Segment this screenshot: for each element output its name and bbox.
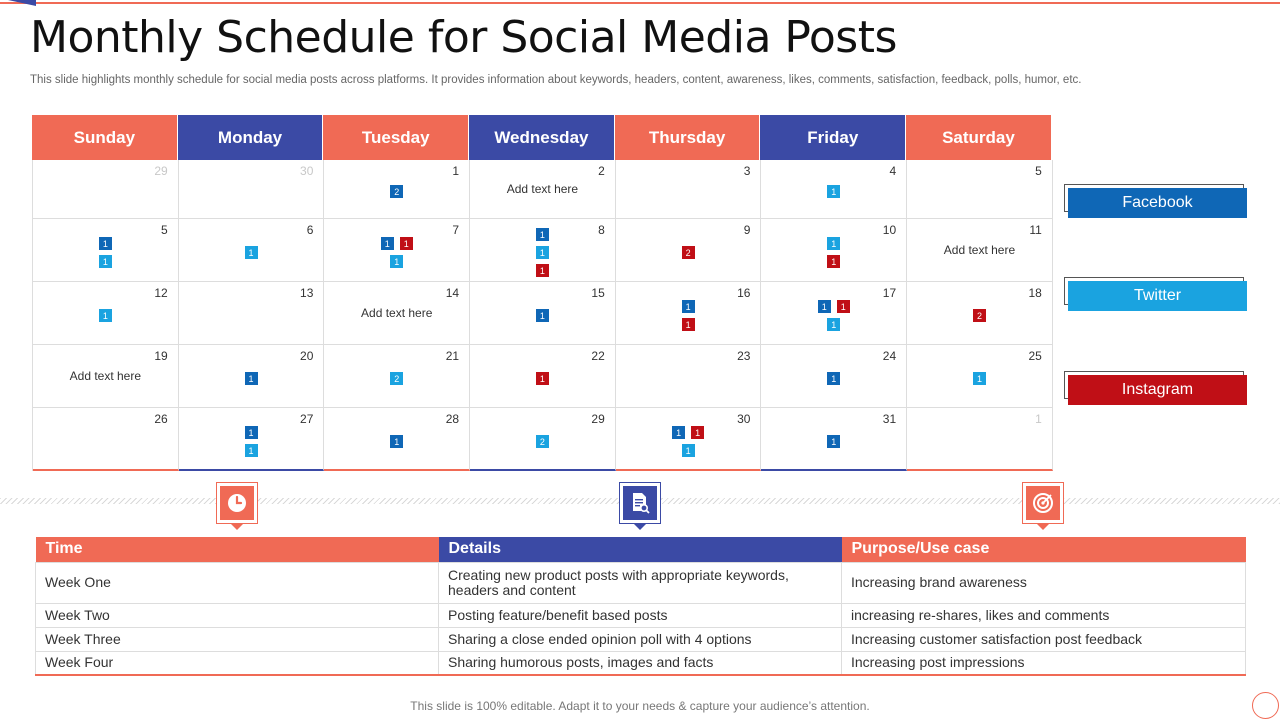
facebook-post-tag: 1 bbox=[99, 237, 112, 250]
post-tags bbox=[470, 435, 615, 448]
calendar-cell bbox=[907, 345, 1053, 408]
post-tags bbox=[324, 372, 469, 385]
day-number: 31 bbox=[882, 412, 897, 426]
twitter-post-tag: 1 bbox=[245, 444, 258, 457]
post-tags bbox=[470, 228, 615, 277]
day-number: 9 bbox=[743, 223, 751, 237]
table-row bbox=[36, 562, 1246, 603]
table-cell: Sharing humorous posts, images and facts bbox=[439, 651, 842, 675]
post-tags bbox=[616, 246, 761, 259]
calendar-cell bbox=[324, 160, 470, 219]
table-cell: Week Two bbox=[36, 603, 439, 627]
day-number: 10 bbox=[882, 223, 897, 237]
twitter-post-tag: 1 bbox=[390, 255, 403, 268]
day-number: 5 bbox=[1035, 164, 1042, 178]
cell-note: Add text here bbox=[506, 181, 579, 196]
twitter-post-tag: 1 bbox=[827, 318, 840, 331]
day-number: 20 bbox=[300, 349, 314, 363]
calendar-cell bbox=[179, 282, 325, 345]
footer-note: This slide is 100% editable. Adapt it to your needs & capture your audience’s attention. bbox=[410, 699, 870, 713]
day-number: 30 bbox=[737, 412, 751, 426]
facebook-post-tag: 1 bbox=[536, 309, 549, 322]
column-header-details: Details bbox=[439, 537, 842, 562]
post-tags bbox=[179, 246, 324, 259]
day-number: 30 bbox=[300, 164, 314, 178]
calendar-cell bbox=[907, 408, 1053, 471]
table-cell: Increasing brand awareness bbox=[842, 562, 1246, 603]
calendar-cell bbox=[324, 282, 470, 345]
post-tags bbox=[324, 185, 469, 198]
instagram-post-tag: 1 bbox=[400, 237, 413, 250]
calendar-cell bbox=[907, 282, 1053, 345]
calendar-cell bbox=[616, 160, 762, 219]
document-search-icon-box bbox=[619, 482, 661, 524]
day-number: 22 bbox=[591, 349, 605, 363]
calendar-cell bbox=[324, 408, 470, 471]
facebook-post-tag: 2 bbox=[390, 185, 403, 198]
calendar-cell bbox=[33, 282, 179, 345]
instagram-post-tag: 1 bbox=[827, 255, 840, 268]
calendar-cell bbox=[470, 219, 616, 282]
legend-instagram bbox=[1064, 371, 1247, 401]
twitter-post-tag: 1 bbox=[536, 246, 549, 259]
post-tags bbox=[33, 309, 178, 322]
post-tags bbox=[470, 372, 615, 385]
day-number: 2 bbox=[598, 164, 605, 178]
post-tags bbox=[761, 237, 906, 268]
twitter-post-tag: 1 bbox=[99, 309, 112, 322]
instagram-post-tag: 1 bbox=[682, 318, 695, 331]
day-number: 8 bbox=[598, 223, 605, 237]
post-tags bbox=[761, 300, 906, 331]
day-number: 25 bbox=[1028, 349, 1042, 363]
day-header-wednesday: Wednesday bbox=[469, 115, 615, 160]
twitter-post-tag: 1 bbox=[99, 255, 112, 268]
calendar-cell bbox=[761, 160, 907, 219]
top-accent-line bbox=[0, 2, 1280, 4]
twitter-post-tag: 2 bbox=[390, 372, 403, 385]
day-number: 18 bbox=[1028, 286, 1042, 300]
day-number: 23 bbox=[737, 349, 751, 363]
table-cell: Increasing post impressions bbox=[842, 651, 1246, 675]
calendar-cell bbox=[33, 160, 179, 219]
instagram-post-tag: 1 bbox=[691, 426, 704, 439]
day-header-saturday: Saturday bbox=[906, 115, 1052, 160]
facebook-post-tag: 1 bbox=[245, 372, 258, 385]
day-number: 1 bbox=[1035, 412, 1042, 426]
calendar-cell bbox=[179, 219, 325, 282]
calendar-cell bbox=[616, 408, 762, 471]
day-number: 26 bbox=[154, 412, 168, 426]
facebook-post-tag: 1 bbox=[390, 435, 403, 448]
calendar-header bbox=[32, 115, 1052, 160]
calendar-cell bbox=[761, 282, 907, 345]
instagram-post-tag: 1 bbox=[536, 372, 549, 385]
day-number: 5 bbox=[161, 223, 168, 237]
day-header-thursday: Thursday bbox=[615, 115, 761, 160]
twitter-post-tag: 1 bbox=[973, 372, 986, 385]
weekly-plan-table bbox=[35, 537, 1246, 676]
facebook-post-tag: 1 bbox=[672, 426, 685, 439]
facebook-post-tag: 1 bbox=[827, 435, 840, 448]
day-number: 19 bbox=[154, 349, 168, 363]
day-number: 24 bbox=[882, 349, 897, 363]
day-number: 3 bbox=[743, 164, 751, 178]
day-number: 11 bbox=[1029, 223, 1042, 237]
legend-twitter bbox=[1064, 277, 1247, 307]
instagram-post-tag: 2 bbox=[682, 246, 695, 259]
day-header-monday: Monday bbox=[178, 115, 324, 160]
post-tags bbox=[761, 185, 906, 198]
table-cell: increasing re-shares, likes and comments bbox=[842, 603, 1246, 627]
clock-icon-box bbox=[216, 482, 258, 524]
cell-note: Add text here bbox=[69, 368, 142, 383]
calendar-cell bbox=[179, 160, 325, 219]
calendar-cell bbox=[761, 345, 907, 408]
calendar-cell bbox=[470, 408, 616, 471]
day-number: 16 bbox=[737, 286, 751, 300]
cell-note: Add text here bbox=[361, 305, 433, 320]
page-title: Monthly Schedule for Social Media Posts bbox=[30, 12, 897, 63]
facebook-post-tag: 1 bbox=[536, 228, 549, 241]
post-tags bbox=[324, 237, 469, 268]
calendar-cell bbox=[616, 345, 762, 408]
table-row bbox=[36, 603, 1246, 627]
day-number: 6 bbox=[306, 223, 314, 237]
day-number: 1 bbox=[452, 164, 460, 178]
twitter-post-tag: 1 bbox=[827, 185, 840, 198]
post-tags bbox=[33, 237, 178, 268]
facebook-post-tag: 1 bbox=[245, 426, 258, 439]
twitter-post-tag: 1 bbox=[245, 246, 258, 259]
legend-twitter-label: Twitter bbox=[1068, 281, 1247, 311]
calendar-cell bbox=[33, 219, 179, 282]
calendar-cell bbox=[907, 160, 1053, 219]
calendar bbox=[32, 115, 1052, 471]
calendar-cell bbox=[761, 219, 907, 282]
day-header-tuesday: Tuesday bbox=[323, 115, 469, 160]
document-search-icon bbox=[628, 491, 652, 515]
table-cell: Week Four bbox=[36, 651, 439, 675]
calendar-cell bbox=[33, 345, 179, 408]
legend-instagram-label: Instagram bbox=[1068, 375, 1247, 405]
post-tags bbox=[616, 426, 761, 457]
day-number: 15 bbox=[591, 286, 605, 300]
day-number: 28 bbox=[445, 412, 460, 426]
clock-icon bbox=[226, 492, 248, 514]
day-number: 7 bbox=[452, 223, 460, 237]
calendar-cell bbox=[179, 345, 325, 408]
page-subtitle: This slide highlights monthly schedule for social media posts across platforms. It provides information about keywords, headers, content, awareness, likes, comments, satisfaction, feedback, polls, humor, etc. bbox=[30, 74, 1082, 86]
post-tags bbox=[907, 309, 1052, 322]
post-tags bbox=[179, 426, 324, 457]
calendar-cell bbox=[470, 282, 616, 345]
calendar-cell bbox=[179, 408, 325, 471]
table-cell: Increasing customer satisfaction post feedback bbox=[842, 627, 1246, 651]
post-tags bbox=[179, 372, 324, 385]
post-tags bbox=[470, 309, 615, 322]
twitter-post-tag: 1 bbox=[827, 237, 840, 250]
table-cell: Week One bbox=[36, 562, 439, 603]
instagram-post-tag: 1 bbox=[837, 300, 850, 313]
facebook-post-tag: 1 bbox=[381, 237, 394, 250]
day-number: 14 bbox=[445, 286, 460, 300]
day-number: 4 bbox=[889, 164, 897, 178]
day-number: 17 bbox=[882, 286, 897, 300]
facebook-post-tag: 1 bbox=[682, 300, 695, 313]
target-icon-box bbox=[1022, 482, 1064, 524]
table-cell: Posting feature/benefit based posts bbox=[439, 603, 842, 627]
post-tags bbox=[907, 372, 1052, 385]
table-cell: Week Three bbox=[36, 627, 439, 651]
calendar-cell bbox=[616, 219, 762, 282]
table-cell: Sharing a close ended opinion poll with 4 options bbox=[439, 627, 842, 651]
column-header-time: Time bbox=[36, 537, 439, 562]
post-tags bbox=[324, 435, 469, 448]
legend-facebook bbox=[1064, 184, 1247, 214]
day-number: 29 bbox=[154, 164, 168, 178]
calendar-grid bbox=[32, 160, 1052, 471]
calendar-cell bbox=[33, 408, 179, 471]
table-row bbox=[36, 651, 1246, 675]
twitter-post-tag: 2 bbox=[536, 435, 549, 448]
target-icon bbox=[1032, 492, 1054, 514]
day-number: 13 bbox=[300, 286, 314, 300]
instagram-post-tag: 1 bbox=[536, 264, 549, 277]
legend-facebook-label: Facebook bbox=[1068, 188, 1247, 218]
instagram-post-tag: 2 bbox=[973, 309, 986, 322]
facebook-post-tag: 1 bbox=[827, 372, 840, 385]
calendar-cell bbox=[761, 408, 907, 471]
corner-circle bbox=[1252, 692, 1279, 719]
calendar-cell bbox=[470, 160, 616, 219]
twitter-post-tag: 1 bbox=[682, 444, 695, 457]
corner-accent bbox=[8, 0, 36, 6]
day-number: 27 bbox=[300, 412, 314, 426]
day-header-sunday: Sunday bbox=[32, 115, 178, 160]
day-number: 29 bbox=[591, 412, 605, 426]
calendar-cell bbox=[324, 345, 470, 408]
calendar-cell bbox=[907, 219, 1053, 282]
post-tags bbox=[761, 435, 906, 448]
cell-note: Add text here bbox=[943, 242, 1016, 257]
post-tags bbox=[616, 300, 761, 331]
post-tags bbox=[761, 372, 906, 385]
day-number: 21 bbox=[445, 349, 460, 363]
day-header-friday: Friday bbox=[760, 115, 906, 160]
day-number: 12 bbox=[154, 286, 168, 300]
calendar-cell bbox=[324, 219, 470, 282]
table-row bbox=[36, 627, 1246, 651]
calendar-cell bbox=[470, 345, 616, 408]
calendar-cell bbox=[616, 282, 762, 345]
column-header-purpose: Purpose/Use case bbox=[842, 537, 1246, 562]
facebook-post-tag: 1 bbox=[818, 300, 831, 313]
table-cell: Creating new product posts with appropriate keywords, headers and content bbox=[439, 562, 842, 603]
